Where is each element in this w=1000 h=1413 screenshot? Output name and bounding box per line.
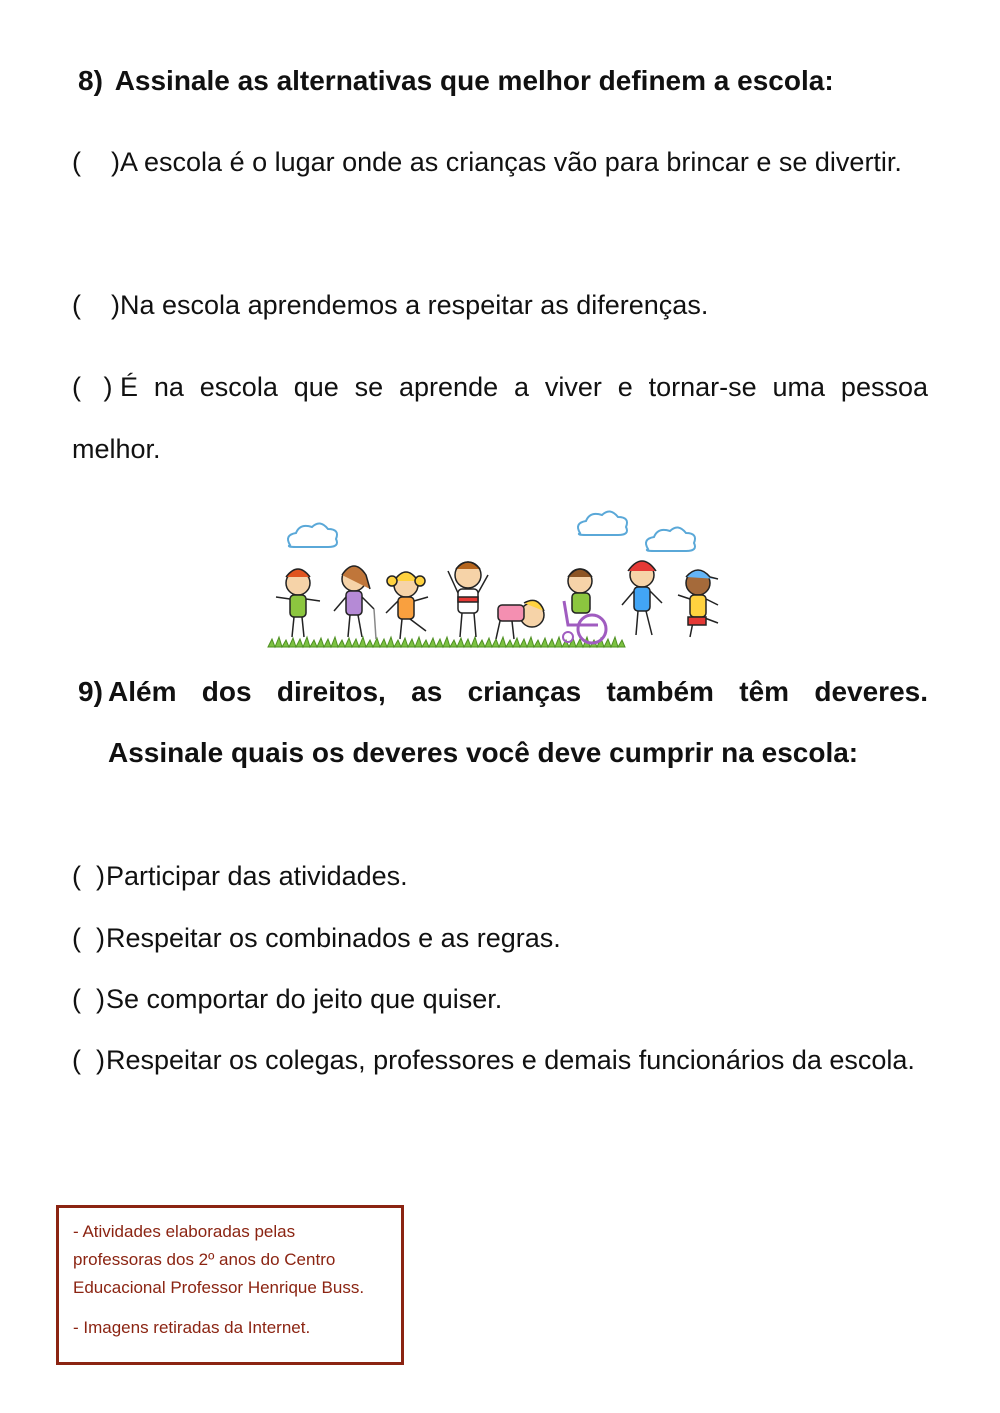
cloud-icon [578,511,627,535]
question-8-option-1-checkbox[interactable]: ( ) [72,147,120,177]
child-figure [448,562,488,637]
credits-images: - Imagens retiradas da Internet. [73,1318,311,1337]
question-8-option-1 [72,131,928,193]
cloud-icon [646,527,695,551]
question-9-option-3 [72,968,928,1030]
question-9-title-line-2: Assinale quais os deveres você deve cumprir na escola: [108,737,859,768]
question-8-option-2-checkbox[interactable]: ( ) [72,290,120,320]
question-8-heading [78,50,834,111]
child-figure [563,569,606,643]
question-9-option-1-checkbox[interactable]: ( ) [72,861,105,891]
question-9-option-4-text: Respeitar os colegas, professores e demais funcionários da escola. [106,1045,915,1075]
question-8-title: Assinale as alternativas que melhor definem a escola: [114,65,834,96]
question-8-option-1-text: A escola é o lugar onde as crianças vão para brincar e se divertir. [120,147,902,177]
question-9-option-2-text: Respeitar os combinados e as regras. [106,923,561,953]
credits-box [56,1205,404,1365]
child-figure [334,566,376,639]
question-9-title-line-1: Além dos direitos, as crianças também têm deveres. [108,676,928,707]
children-playing-illustration [262,505,738,655]
grass [268,637,625,647]
question-9-option-1 [72,845,928,907]
child-figure [386,572,428,639]
question-9-heading [78,661,928,783]
question-9-option-2 [72,907,928,969]
question-9-option-2-checkbox[interactable]: ( ) [72,923,105,953]
question-8-option-2-text: Na escola aprendemos a respeitar as diferenças. [120,290,709,320]
question-9-option-3-text: Se comportar do jeito que quiser. [106,984,503,1014]
cloud-icon [288,523,337,547]
question-8-option-3 [72,356,928,480]
child-figure [678,570,718,637]
question-8-option-3-text: É na escola que se aprende a viver e tornar-se uma pessoa melhor. [72,372,928,464]
credits-authors: - Atividades elaboradas pelas professoras dos 2º anos do Centro Educacional Professor Henrique Buss. [73,1222,365,1297]
question-9-option-3-checkbox[interactable]: ( ) [72,984,105,1014]
question-9-number: 9) [78,676,103,707]
question-9-option-4-checkbox[interactable]: ( ) [72,1045,105,1075]
question-8-number: 8) [78,65,103,96]
question-8-option-3-checkbox[interactable]: ( ) [72,372,113,402]
question-9-option-4 [72,1029,928,1091]
child-figure [622,561,662,635]
child-figure [496,600,544,639]
question-8-option-2 [72,274,928,336]
child-figure [276,569,320,637]
question-9-option-1-text: Participar das atividades. [106,861,408,891]
